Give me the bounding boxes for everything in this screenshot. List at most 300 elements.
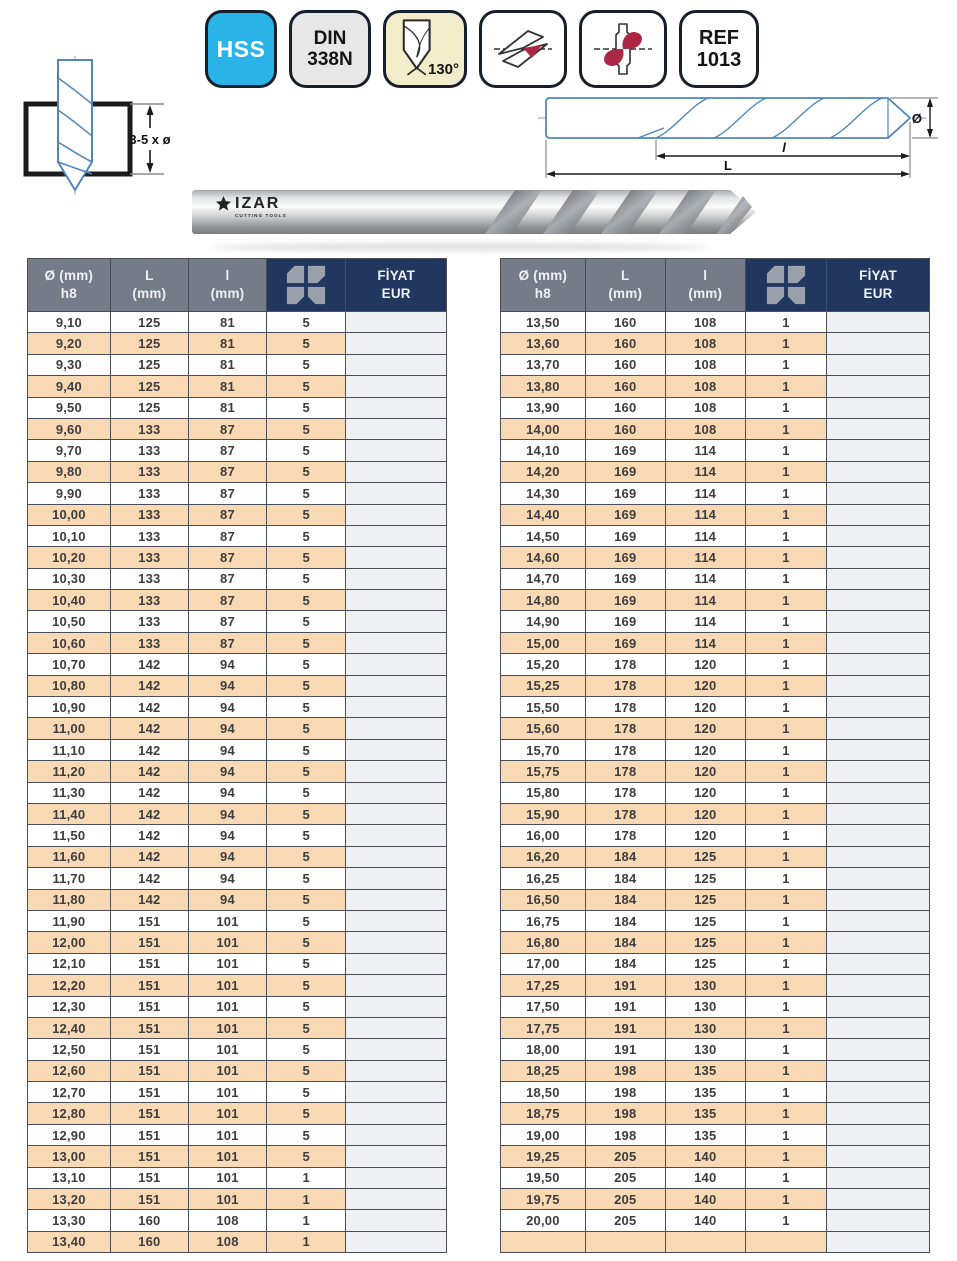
cell-price-eur	[346, 462, 445, 482]
cell-pack-qty: 1	[746, 333, 827, 353]
cell-diameter-h8: 10,20	[28, 547, 111, 567]
table-row	[28, 1231, 446, 1252]
cell-diameter-h8: 14,20	[501, 462, 586, 482]
cell-diameter-h8: 14,60	[501, 547, 586, 567]
table-row	[501, 482, 929, 503]
cell-price-eur	[827, 825, 929, 845]
cell-pack-qty: 1	[746, 398, 827, 418]
table-row	[501, 739, 929, 760]
table-row	[28, 397, 446, 418]
ref-label-line1: REF	[699, 26, 739, 49]
cell-length-L: 142	[111, 676, 189, 696]
cell-price-eur	[827, 611, 929, 631]
cell-pack-qty: 5	[267, 1039, 346, 1059]
table-row	[28, 1209, 446, 1230]
cell-length-l: 130	[666, 1039, 746, 1059]
cell-pack-qty: 5	[267, 825, 346, 845]
cell-pack-qty: 5	[267, 783, 346, 803]
cell-length-L: 178	[586, 654, 666, 674]
cell-pack-qty: 5	[267, 997, 346, 1017]
cell-pack-qty: 1	[746, 569, 827, 589]
cell-diameter-h8: 10,40	[28, 590, 111, 610]
cell-length-l: 130	[666, 997, 746, 1017]
table-row	[501, 824, 929, 845]
cell-pack-qty	[746, 1232, 827, 1252]
cell-length-l: 120	[666, 761, 746, 781]
cell-length-l: 101	[189, 1082, 267, 1102]
cell-pack-qty: 1	[746, 505, 827, 525]
cell-length-L: 184	[586, 868, 666, 888]
cell-diameter-h8: 15,50	[501, 697, 586, 717]
cell-diameter-h8: 11,80	[28, 890, 111, 910]
cell-length-L: 160	[586, 419, 666, 439]
cell-pack-qty: 5	[267, 1103, 346, 1123]
cell-length-l: 94	[189, 740, 267, 760]
table-row	[28, 589, 446, 610]
cell-diameter-h8: 17,75	[501, 1018, 586, 1038]
cell-length-L: 160	[586, 355, 666, 375]
cell-price-eur	[827, 718, 929, 738]
drill-outline	[58, 60, 92, 190]
cell-length-L: 151	[111, 975, 189, 995]
cell-price-eur	[346, 505, 445, 525]
cell-pack-qty: 5	[267, 333, 346, 353]
cell-length-l: 120	[666, 718, 746, 738]
cell-pack-qty: 1	[267, 1232, 346, 1252]
cell-length-l: 81	[189, 376, 267, 396]
table-row	[501, 568, 929, 589]
cell-length-l: 130	[666, 1018, 746, 1038]
cell-length-l: 140	[666, 1189, 746, 1209]
ref-label-line2: 1013	[696, 49, 742, 71]
cell-length-L: 198	[586, 1061, 666, 1081]
cell-length-L: 198	[586, 1103, 666, 1123]
cell-pack-qty: 5	[267, 483, 346, 503]
table-row	[501, 610, 929, 631]
cell-length-l: 101	[189, 1125, 267, 1145]
table-row	[28, 1017, 446, 1038]
cell-price-eur	[827, 483, 929, 503]
cell-price-eur	[346, 526, 445, 546]
cell-pack-qty: 1	[746, 975, 827, 995]
table-row	[28, 525, 446, 546]
table-row	[28, 653, 446, 674]
cell-pack-qty: 1	[746, 1039, 827, 1059]
cell-diameter-h8: 12,90	[28, 1125, 111, 1145]
cell-length-l	[666, 1232, 746, 1252]
table-row	[501, 546, 929, 567]
cell-pack-qty: 1	[746, 804, 827, 824]
cell-length-l: 135	[666, 1103, 746, 1123]
cell-length-L: 142	[111, 697, 189, 717]
depth-label: 3-5 x ø	[129, 132, 171, 147]
cell-diameter-h8: 19,50	[501, 1168, 586, 1188]
cell-diameter-h8: 12,70	[28, 1082, 111, 1102]
table-row	[28, 439, 446, 460]
table-row	[501, 1231, 929, 1252]
cell-price-eur	[827, 398, 929, 418]
photo-shadow	[210, 243, 710, 251]
cell-diameter-h8: 11,40	[28, 804, 111, 824]
cell-pack-qty: 5	[267, 740, 346, 760]
cell-diameter-h8: 15,25	[501, 676, 586, 696]
table-body	[501, 311, 929, 1252]
cell-pack-qty: 1	[746, 312, 827, 332]
cell-pack-qty: 1	[746, 997, 827, 1017]
cell-length-L: 160	[111, 1210, 189, 1230]
cell-length-l: 108	[666, 312, 746, 332]
cell-pack-qty: 1	[746, 1146, 827, 1166]
table-row	[501, 375, 929, 396]
cell-pack-qty: 5	[267, 1082, 346, 1102]
total-length-header: L (mm)	[586, 259, 666, 311]
table-row	[501, 1017, 929, 1038]
table-row	[28, 375, 446, 396]
cell-price-eur	[346, 1168, 445, 1188]
table-row	[501, 931, 929, 952]
cell-pack-qty: 5	[267, 462, 346, 482]
cell-price-eur	[827, 1125, 929, 1145]
cell-length-L: 184	[586, 932, 666, 952]
cell-pack-qty: 5	[267, 376, 346, 396]
cell-diameter-h8: 16,80	[501, 932, 586, 952]
cell-pack-qty: 1	[746, 932, 827, 952]
cell-diameter-h8: 18,25	[501, 1061, 586, 1081]
cell-pack-qty: 5	[267, 1146, 346, 1166]
cell-length-l: 108	[666, 333, 746, 353]
cell-pack-qty: 5	[267, 633, 346, 653]
cell-diameter-h8: 13,20	[28, 1189, 111, 1209]
table-row	[501, 1124, 929, 1145]
cell-pack-qty: 1	[746, 462, 827, 482]
table-row	[501, 889, 929, 910]
cell-length-l: 101	[189, 1103, 267, 1123]
cell-length-L: 151	[111, 1189, 189, 1209]
cell-length-l: 101	[189, 1146, 267, 1166]
cell-pack-qty: 1	[746, 654, 827, 674]
cell-diameter-h8: 19,75	[501, 1189, 586, 1209]
cell-diameter-h8: 14,50	[501, 526, 586, 546]
cell-length-L: 160	[586, 312, 666, 332]
izar-logo	[216, 196, 287, 219]
cell-price-eur	[346, 590, 445, 610]
cell-length-l: 101	[189, 1018, 267, 1038]
cell-diameter-h8: 13,90	[501, 398, 586, 418]
cell-length-L: 142	[111, 890, 189, 910]
cell-pack-qty: 5	[267, 1018, 346, 1038]
table-row	[28, 953, 446, 974]
cell-length-l: 81	[189, 355, 267, 375]
cell-pack-qty: 5	[267, 890, 346, 910]
table-row	[501, 696, 929, 717]
cell-diameter-h8: 18,50	[501, 1082, 586, 1102]
cell-length-L: 205	[586, 1189, 666, 1209]
table-row	[501, 1167, 929, 1188]
table-row	[501, 1038, 929, 1059]
cell-price-eur	[827, 868, 929, 888]
diameter-header: Ø (mm) h8	[28, 259, 111, 311]
cell-length-L: 142	[111, 868, 189, 888]
cell-pack-qty: 1	[746, 783, 827, 803]
cell-diameter-h8: 12,40	[28, 1018, 111, 1038]
cell-length-l: 114	[666, 505, 746, 525]
cell-pack-qty: 5	[267, 440, 346, 460]
table-row	[501, 867, 929, 888]
cell-length-l: 130	[666, 975, 746, 995]
cell-price-eur	[346, 825, 445, 845]
cell-length-L: 142	[111, 761, 189, 781]
total-length-dim-label: L	[724, 158, 732, 173]
cell-length-L: 142	[111, 825, 189, 845]
cell-price-eur	[346, 718, 445, 738]
cell-price-eur	[827, 1061, 929, 1081]
cell-pack-qty: 5	[267, 398, 346, 418]
cell-length-l: 120	[666, 697, 746, 717]
cell-length-l: 81	[189, 398, 267, 418]
cell-pack-qty: 1	[746, 1061, 827, 1081]
cell-price-eur	[346, 611, 445, 631]
cell-length-l: 125	[666, 890, 746, 910]
cell-diameter-h8: 9,50	[28, 398, 111, 418]
cell-length-l: 81	[189, 333, 267, 353]
table-row	[28, 482, 446, 503]
cell-price-eur	[827, 505, 929, 525]
table-row	[501, 1209, 929, 1230]
cell-price-eur	[827, 890, 929, 910]
badge-flute-section	[579, 10, 667, 88]
cell-price-eur	[346, 1039, 445, 1059]
cell-diameter-h8: 15,20	[501, 654, 586, 674]
cell-length-l: 120	[666, 825, 746, 845]
cell-price-eur	[827, 419, 929, 439]
cell-pack-qty: 1	[746, 1018, 827, 1038]
cell-length-l: 101	[189, 975, 267, 995]
cell-length-l: 101	[189, 911, 267, 931]
table-row	[501, 974, 929, 995]
cell-pack-qty: 5	[267, 611, 346, 631]
cell-length-l: 114	[666, 440, 746, 460]
table-row	[28, 803, 446, 824]
izar-star-icon	[216, 196, 231, 211]
cell-diameter-h8: 16,50	[501, 890, 586, 910]
diameter-header: Ø (mm) h8	[501, 259, 586, 311]
cell-length-L: 151	[111, 1146, 189, 1166]
cell-price-eur	[346, 932, 445, 952]
table-row	[501, 803, 929, 824]
cell-length-L: 151	[111, 1082, 189, 1102]
cell-pack-qty: 1	[746, 1168, 827, 1188]
cell-length-L: 142	[111, 804, 189, 824]
cell-price-eur	[346, 333, 445, 353]
cell-length-L: 142	[111, 718, 189, 738]
cell-length-l: 108	[666, 398, 746, 418]
cell-diameter-h8: 9,30	[28, 355, 111, 375]
cell-length-l: 94	[189, 718, 267, 738]
total-length-header: L (mm)	[111, 259, 189, 311]
table-row	[501, 717, 929, 738]
cell-price-eur	[346, 440, 445, 460]
cell-length-L: 160	[586, 333, 666, 353]
cell-pack-qty: 5	[267, 590, 346, 610]
cell-diameter-h8: 17,50	[501, 997, 586, 1017]
cell-diameter-h8: 11,10	[28, 740, 111, 760]
cell-diameter-h8: 12,20	[28, 975, 111, 995]
table-row	[501, 782, 929, 803]
cell-length-L: 169	[586, 526, 666, 546]
cell-length-L: 133	[111, 462, 189, 482]
table-row	[28, 1145, 446, 1166]
cell-diameter-h8: 17,00	[501, 954, 586, 974]
point-geometry-icon	[487, 18, 559, 80]
cell-price-eur	[827, 1189, 929, 1209]
table-row	[501, 589, 929, 610]
cell-diameter-h8: 10,10	[28, 526, 111, 546]
cell-pack-qty: 1	[746, 676, 827, 696]
cell-price-eur	[827, 847, 929, 867]
cell-diameter-h8: 11,20	[28, 761, 111, 781]
cell-length-L: 133	[111, 526, 189, 546]
cell-length-L: 151	[111, 997, 189, 1017]
cell-length-l: 114	[666, 611, 746, 631]
cell-length-L: 133	[111, 611, 189, 631]
cell-length-L: 133	[111, 590, 189, 610]
table-row	[28, 610, 446, 631]
cell-length-L: 198	[586, 1125, 666, 1145]
cell-length-L: 160	[586, 398, 666, 418]
cell-pack-qty: 1	[746, 1125, 827, 1145]
cell-price-eur	[827, 1146, 929, 1166]
cell-length-l: 108	[666, 376, 746, 396]
cell-length-l: 87	[189, 526, 267, 546]
cell-diameter-h8: 10,60	[28, 633, 111, 653]
cell-length-l: 108	[189, 1210, 267, 1230]
cell-length-L: 160	[586, 376, 666, 396]
price-header: FİYAT EUR	[346, 259, 445, 311]
cell-length-l: 101	[189, 1039, 267, 1059]
cell-diameter-h8: 10,00	[28, 505, 111, 525]
badge-point-geometry	[479, 10, 567, 88]
cell-pack-qty: 1	[746, 526, 827, 546]
table-row	[501, 846, 929, 867]
cell-diameter-h8: 14,30	[501, 483, 586, 503]
table-row	[28, 717, 446, 738]
cell-diameter-h8: 15,80	[501, 783, 586, 803]
table-row	[501, 996, 929, 1017]
cell-length-l: 114	[666, 526, 746, 546]
cell-pack-qty: 5	[267, 932, 346, 952]
cell-diameter-h8: 10,70	[28, 654, 111, 674]
table-row	[28, 910, 446, 931]
table-row	[28, 332, 446, 353]
cell-length-L: 133	[111, 547, 189, 567]
cell-length-l: 94	[189, 697, 267, 717]
cell-price-eur	[827, 1103, 929, 1123]
cell-length-L: 169	[586, 483, 666, 503]
flute-length-header: l (mm)	[666, 259, 746, 311]
cell-length-l: 114	[666, 483, 746, 503]
hss-label: HSS	[216, 35, 266, 62]
cell-pack-qty: 1	[746, 1189, 827, 1209]
cell-pack-qty: 5	[267, 911, 346, 931]
cell-price-eur	[346, 569, 445, 589]
cell-diameter-h8: 15,70	[501, 740, 586, 760]
cell-length-L: 191	[586, 1039, 666, 1059]
cell-diameter-h8: 13,40	[28, 1232, 111, 1252]
cell-price-eur	[827, 654, 929, 674]
table-row	[28, 931, 446, 952]
cell-length-L: 125	[111, 333, 189, 353]
table-row	[501, 311, 929, 332]
cell-length-l: 120	[666, 804, 746, 824]
cell-length-l: 114	[666, 633, 746, 653]
cell-price-eur	[827, 1082, 929, 1102]
cell-pack-qty: 5	[267, 547, 346, 567]
size-table-left	[27, 258, 447, 1253]
cell-diameter-h8: 11,90	[28, 911, 111, 931]
cell-length-L: 178	[586, 697, 666, 717]
cell-pack-qty: 5	[267, 1061, 346, 1081]
table-row	[28, 996, 446, 1017]
cell-length-L: 191	[586, 975, 666, 995]
cell-price-eur	[346, 761, 445, 781]
cell-diameter-h8: 10,30	[28, 569, 111, 589]
cell-length-l: 135	[666, 1125, 746, 1145]
cell-pack-qty: 5	[267, 569, 346, 589]
cell-diameter-h8: 19,25	[501, 1146, 586, 1166]
cell-pack-qty: 1	[746, 847, 827, 867]
cell-pack-qty: 1	[746, 611, 827, 631]
table-row	[501, 1188, 929, 1209]
cell-diameter-h8: 15,90	[501, 804, 586, 824]
table-row	[28, 974, 446, 995]
cell-diameter-h8: 14,00	[501, 419, 586, 439]
cell-length-L: 133	[111, 483, 189, 503]
cell-length-L: 205	[586, 1210, 666, 1230]
cell-length-l: 87	[189, 611, 267, 631]
table-row	[28, 675, 446, 696]
cell-pack-qty: 1	[746, 483, 827, 503]
table-row	[501, 653, 929, 674]
cell-diameter-h8: 10,50	[28, 611, 111, 631]
cell-length-l: 101	[189, 954, 267, 974]
cell-length-l: 114	[666, 569, 746, 589]
cell-pack-qty: 1	[267, 1210, 346, 1230]
flute-section-icon	[590, 18, 656, 80]
cell-diameter-h8: 12,00	[28, 932, 111, 952]
table-row	[28, 867, 446, 888]
cell-length-L: 191	[586, 1018, 666, 1038]
table-row	[28, 1124, 446, 1145]
cell-pack-qty: 1	[746, 633, 827, 653]
cell-diameter-h8: 16,20	[501, 847, 586, 867]
cell-pack-qty: 1	[746, 868, 827, 888]
cell-pack-qty: 1	[746, 376, 827, 396]
cell-price-eur	[827, 569, 929, 589]
cell-price-eur	[346, 1061, 445, 1081]
cell-length-l: 94	[189, 804, 267, 824]
pack-quantity-icon	[283, 264, 329, 306]
cell-price-eur	[827, 975, 929, 995]
cell-pack-qty: 1	[746, 419, 827, 439]
cell-pack-qty: 5	[267, 1125, 346, 1145]
cell-pack-qty: 5	[267, 419, 346, 439]
pack-quantity-icon	[763, 264, 809, 306]
cell-length-L: 142	[111, 847, 189, 867]
brand-tagline: CUTTING TOOLS	[235, 213, 287, 218]
table-row	[501, 525, 929, 546]
cell-length-L: 151	[111, 1168, 189, 1188]
cell-length-L: 151	[111, 1061, 189, 1081]
